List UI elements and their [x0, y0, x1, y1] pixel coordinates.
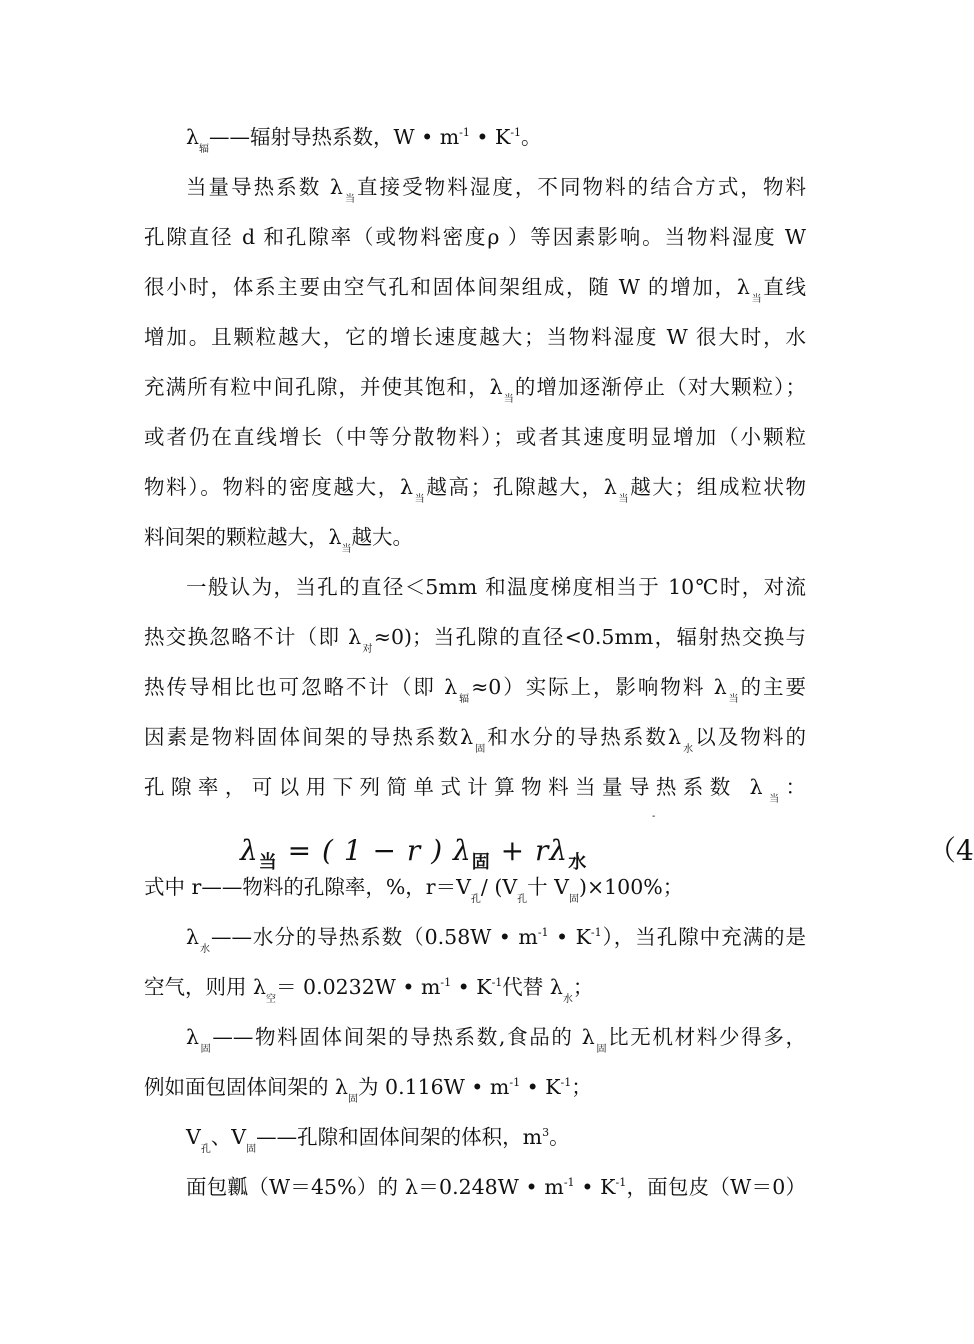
- text-line: [144, 624, 807, 655]
- text-line: [186, 1024, 806, 1055]
- text-segment: 很小时，体系主要由空气孔和固体间架组成，随 W 的增加，λ: [144, 275, 750, 299]
- text-segment: ≈0)；当孔隙的直径<0.5mm，辐射热交换与: [373, 625, 807, 649]
- text-segment: 和水分的导热系数λ: [487, 725, 682, 749]
- subscript: 辐: [199, 144, 209, 155]
- subscript: 空: [266, 994, 277, 1005]
- subscript: 水: [562, 994, 573, 1005]
- subscript: 当: [412, 494, 427, 505]
- text-line: [144, 424, 806, 452]
- subscript: 当: [762, 794, 786, 805]
- text-segment: ；: [572, 975, 594, 999]
- text-segment: 孔隙率，可以用下列简单式计算物料当量导热系数 λ: [144, 775, 763, 799]
- text-segment: 热传导相比也可忽略不计（即 λ: [144, 675, 458, 699]
- text-segment: 越高；孔隙越大，λ: [426, 475, 617, 499]
- subscript: 固: [568, 894, 579, 905]
- formula-mid-sub: 固: [471, 852, 491, 873]
- text-segment: ——物料固体间架的导热系数,食品的 λ: [212, 1025, 595, 1049]
- subscript: 固: [348, 1094, 359, 1105]
- equation-number: （4: [928, 834, 974, 867]
- text-line: [144, 324, 806, 352]
- superscript: -1: [563, 1176, 575, 1189]
- superscript: -1: [491, 976, 503, 989]
- text-segment: 比无机材料少得多，: [608, 1025, 806, 1049]
- formula-rhs: + rλ: [490, 834, 569, 867]
- text-segment: ：: [785, 775, 807, 799]
- text-segment: ——辐射导热系数，W • m: [209, 125, 460, 149]
- text-segment: 式中 r——物料的孔隙率，%，r＝V: [144, 875, 471, 899]
- text-segment: 越大。: [351, 525, 413, 549]
- text-line: [144, 1074, 806, 1105]
- text-line: [186, 1174, 806, 1202]
- text-line: [144, 774, 807, 805]
- text-segment: 、V: [210, 1125, 247, 1149]
- subscript: 水: [199, 944, 211, 955]
- thermal-conductivity-formula: [240, 834, 587, 880]
- formula-mid: = ( 1 − r ) λ: [277, 834, 472, 867]
- text-line: [144, 974, 806, 1005]
- subscript: 辐: [457, 694, 472, 705]
- text-segment: 越大；组成粒状物: [630, 475, 807, 499]
- formula-lhs: λ: [240, 834, 259, 867]
- subscript: 孔: [470, 894, 481, 905]
- superscript: -1: [510, 126, 522, 139]
- text-segment: 直线: [763, 275, 807, 299]
- text-segment: 热交换忽略不计（即 λ: [144, 625, 362, 649]
- text-segment: 以及物料的: [695, 725, 807, 749]
- text-segment: 。: [549, 1125, 570, 1149]
- superscript: -1: [440, 976, 452, 989]
- subscript: 孔: [200, 1144, 211, 1155]
- text-line: [186, 924, 807, 955]
- text-segment: λ: [186, 125, 199, 149]
- subscript: 水: [681, 744, 696, 755]
- text-segment: • K: [469, 125, 511, 149]
- superscript: 3: [542, 1126, 550, 1139]
- superscript: -1: [509, 1076, 521, 1089]
- text-segment: • K: [574, 1175, 616, 1199]
- stray-mark: -: [652, 811, 656, 822]
- text-segment: 充满所有粒中间孔隙，并使其饱和，λ: [144, 375, 503, 399]
- text-segment: 。: [521, 125, 542, 149]
- text-line: [186, 124, 806, 155]
- text-segment: 物料）。物料的密度越大，λ: [144, 475, 413, 499]
- text-segment: 空气，则用 λ: [144, 975, 267, 999]
- subscript: 当: [502, 394, 515, 405]
- text-segment: 面包瓤（W＝45%）的 λ＝0.248W • m: [186, 1175, 564, 1199]
- text-segment: ——水分的导热系数（0.58W • m: [210, 925, 538, 949]
- text-line: [144, 374, 807, 405]
- subscript: 当: [341, 544, 352, 555]
- subscript: 孔: [517, 894, 528, 905]
- text-segment: 的主要: [740, 675, 806, 699]
- text-segment: 料间架的颗粒越大，λ: [144, 525, 342, 549]
- superscript: -1: [537, 926, 549, 939]
- text-segment: 增加。且颗粒越大，它的增长速度越大；当物料湿度 W 很大时，水: [144, 325, 806, 349]
- text-segment: λ: [186, 925, 199, 949]
- text-segment: 因素是物料固体间架的导热系数λ: [144, 725, 474, 749]
- text-segment: 十 V: [527, 875, 569, 899]
- text-line: [186, 174, 807, 205]
- text-line: [144, 274, 807, 305]
- superscript: -1: [590, 926, 602, 939]
- subscript: 固: [473, 744, 488, 755]
- text-segment: 例如面包固体间架的 λ: [144, 1075, 349, 1099]
- superscript: -1: [560, 1076, 572, 1089]
- text-segment: ＝ 0.0232W • m: [276, 975, 441, 999]
- subscript: 固: [246, 1144, 257, 1155]
- text-segment: ；: [571, 1075, 592, 1099]
- text-segment: 一般认为，当孔的直径＜5mm 和温度梯度相当于 10℃时，对流: [186, 575, 806, 599]
- formula-rhs-sub: 水: [568, 852, 588, 873]
- text-segment: • K: [451, 975, 492, 999]
- text-line: [144, 674, 806, 705]
- text-segment: ——孔隙和固体间架的体积，m: [256, 1125, 543, 1149]
- text-line: [186, 1124, 806, 1155]
- subscript: 当: [749, 294, 764, 305]
- text-segment: / (V: [480, 875, 518, 899]
- subscript: 当: [616, 494, 631, 505]
- text-segment: 孔隙直径 d 和孔隙率（或物料密度ρ ）等因素影响。当物料湿度 W: [144, 225, 806, 249]
- text-line: [144, 524, 806, 555]
- text-segment: ），当孔隙中充满的是: [601, 925, 807, 949]
- superscript: -1: [459, 126, 470, 139]
- superscript: -1: [615, 1176, 627, 1189]
- text-line: [186, 574, 806, 602]
- subscript: 固: [199, 1044, 213, 1055]
- text-segment: ，面包皮（W＝0）: [626, 1175, 806, 1199]
- subscript: 固: [594, 1044, 609, 1055]
- text-segment: 或者仍在直线增长（中等分散物料）；或者其速度明显增加（小颗粒: [144, 425, 806, 449]
- text-segment: V: [186, 1125, 201, 1149]
- text-line: [144, 474, 807, 505]
- text-segment: • K: [548, 925, 591, 949]
- text-line: [144, 724, 807, 755]
- subscript: 对: [361, 644, 374, 655]
- formula-lhs-sub: 当: [258, 852, 278, 873]
- text-line: [144, 224, 806, 252]
- text-segment: ≈0）实际上，影响物料 λ: [471, 675, 727, 699]
- text-segment: 当量导热系数 λ: [186, 175, 343, 199]
- subscript: 当: [342, 194, 357, 205]
- text-segment: 直接受物料湿度，不同物料的结合方式，物料: [357, 175, 807, 199]
- text-segment: λ: [186, 1025, 199, 1049]
- text-segment: 的增加逐渐停止（对大颗粒）；: [514, 375, 807, 399]
- text-segment: )×100%；: [578, 875, 684, 899]
- text-segment: 为 0.116W • m: [358, 1075, 510, 1099]
- subscript: 当: [726, 694, 741, 705]
- text-segment: • K: [520, 1075, 561, 1099]
- text-segment: 代替 λ: [502, 975, 563, 999]
